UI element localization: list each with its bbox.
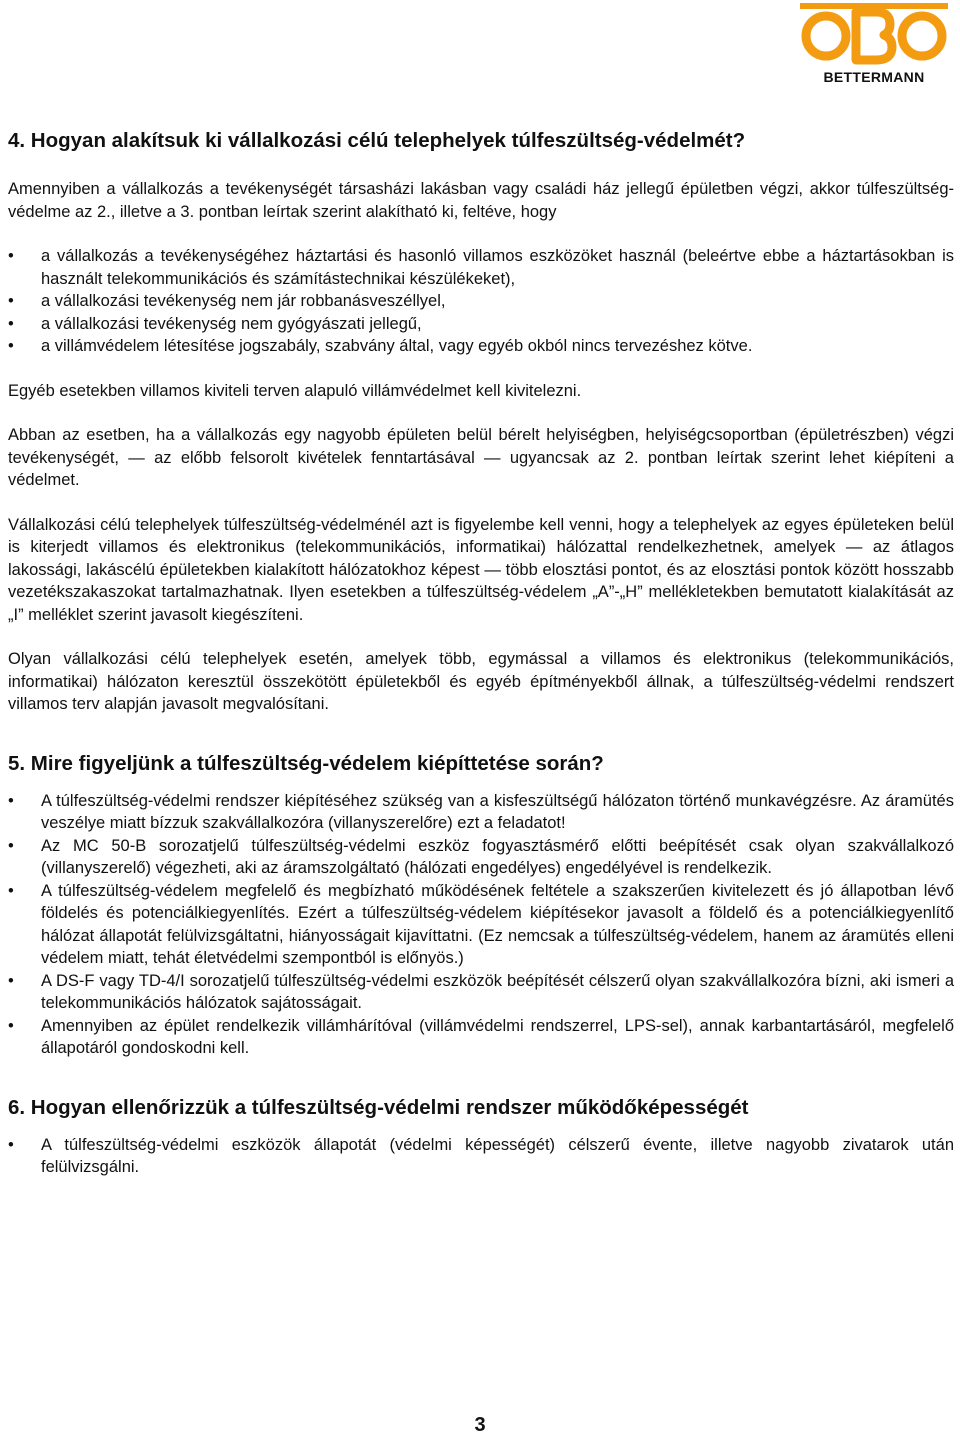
list-item: • Az MC 50-B sorozatjelű túlfeszültség-védelmi eszköz fogyasztásmérő előtti beépítését csak olyan szakvállalkozó (villanyszerelő) végezheti, aki az áramszolgáltató (hálózati engedélyes) engedélyével is rendelkezik. bbox=[8, 835, 954, 880]
brand-subtitle: BETTERMANN bbox=[823, 69, 925, 85]
section-5-title: 5. Mire figyeljünk a túlfeszültség-védelem kiépíttetése során? bbox=[8, 751, 604, 775]
section-6-title: 6. Hogyan ellenőrizzük a túlfeszültség-védelmi rendszer működőképességét bbox=[8, 1095, 749, 1119]
logo-top-bar bbox=[800, 3, 948, 9]
section-4-paragraph: Egyéb esetekben villamos kiviteli terven alapuló villámvédelmet kell kivitelezni. bbox=[8, 381, 582, 400]
list-item: • A túlfeszültség-védelmi eszközök állapotát (védelmi képességét) célszerű évente, illetve nagyobb zivatarok után felülvizsgálni. bbox=[8, 1134, 954, 1179]
section-4-paragraph: Vállalkozási célú telephelyek túlfeszültség-védelménél azt is figyelembe kell venni, hogy a telephelyek az egyes épületeken belül is kiterjedt villamos és elektronikus (telekommunikációs, informatikai) hálózattal rendelkezhetnek, amelyek — az átlagos lakossági, lakáscélú épületekben kialakított hálózatokhoz képest — több elosztási pontot, és az elosztási pontok között hosszabb vezetékszakaszokat tartalmazhatnak. Ilyen esetekben a túlfeszültség-védelem „A”-„H” mellékletekben bemutatott kialakítását az „I” melléklet szerint javasolt kiegészíteni. bbox=[8, 515, 954, 624]
list-item: • A túlfeszültség-védelem megfelelő és megbízható működésének feltétele a szakszerűen kivitelezett és jó állapotban lévő földelés és potenciálkiegyenlítés. Ezért a túlfeszültség-védelem kiépítésekor javasolt a földelő és a potenciálkiegyenlítő hálózat állapotát felülvizsgáltatni, hiányosságait kijavíttatni. (Ez nemcsak a túlfeszültség-védelem, hanem az áramütés elleni védelem miatt, tehát életvédelmi szempontból is előnyös.) bbox=[8, 880, 954, 970]
list-item: • a vállalkozás a tevékenységéhez háztartási és hasonló villamos eszközöket használ (beleértve ebbe a háztartásokban is használt telekommunikációs és számítástechnikai készülékeket), bbox=[8, 245, 954, 290]
list-item: • Amennyiben az épület rendelkezik villámhárítóval (villámvédelmi rendszerrel, LPS-sel), annak karbantartásáról, megfelelő állapotáról gondoskodni kell. bbox=[8, 1015, 954, 1060]
section-4-intro: Amennyiben a vállalkozás a tevékenységét társasházi lakásban vagy családi ház jellegű épületben végzi, akkor túlfeszültség-védelme az 2., illetve a 3. pontban leírtak szerint alakítható ki, feltéve, hogy bbox=[8, 180, 954, 221]
section-4-list bbox=[8, 245, 954, 358]
list-item: • a vállalkozási tevékenység nem jár robbanásveszéllyel, bbox=[8, 290, 954, 313]
obo-logo-mark bbox=[800, 0, 948, 66]
logo-letter-o-left bbox=[806, 16, 846, 56]
logo-letter-o-right bbox=[902, 16, 942, 56]
section-6-list bbox=[8, 1134, 954, 1179]
list-item: • A túlfeszültség-védelmi rendszer kiépítéséhez szükség van a kisfeszültségű hálózaton történő munkavégzésre. Az áramütés veszélye miatt bízzuk szakvállalkozóra (villanyszerelőre) ezt a feladatot! bbox=[8, 790, 954, 835]
list-item: • A DS-F vagy TD-4/I sorozatjelű túlfeszültség-védelmi eszközök beépítését célszerű olyan szakvállalkozóra bízni, aki ismeri a telekommunikációs hálózatok sajátosságait. bbox=[8, 970, 954, 1015]
section-4-title: 4. Hogyan alakítsuk ki vállalkozási célú telephelyek túlfeszültség-védelmét? bbox=[8, 129, 746, 152]
page-number: 3 bbox=[474, 1414, 486, 1436]
document-content bbox=[8, 126, 954, 1179]
section-4-paragraph: Olyan vállalkozási célú telephelyek esetén, amelyek több, egymással a villamos és elektronikus (telekommunikációs, informatikai) hálózaton keresztül összekötött épületekből és egyéb építményekből állnak, a túlfeszültség-védelmi rendszert villamos terv alapján javasolt megvalósítani. bbox=[8, 650, 954, 713]
list-item: • a villámvédelem létesítése jogszabály, szabvány által, vagy egyéb okból nincs tervezéshez kötve. bbox=[8, 335, 954, 358]
section-4-paragraph: Abban az esetben, ha a vállalkozás egy nagyobb épületen belül bérelt helyiségben, helyiségcsoportban (épületrészben) végzi tevékenységét, — az előbb felsorolt kivételek fenntartásával — ugyancsak az 2. pontban leírtak szerint lehet kiépíteni a védelmet. bbox=[8, 426, 954, 489]
section-5-list bbox=[8, 790, 954, 1060]
list-item: • a vállalkozási tevékenység nem gyógyászati jellegű, bbox=[8, 313, 954, 336]
logo-letter-b bbox=[856, 12, 892, 60]
